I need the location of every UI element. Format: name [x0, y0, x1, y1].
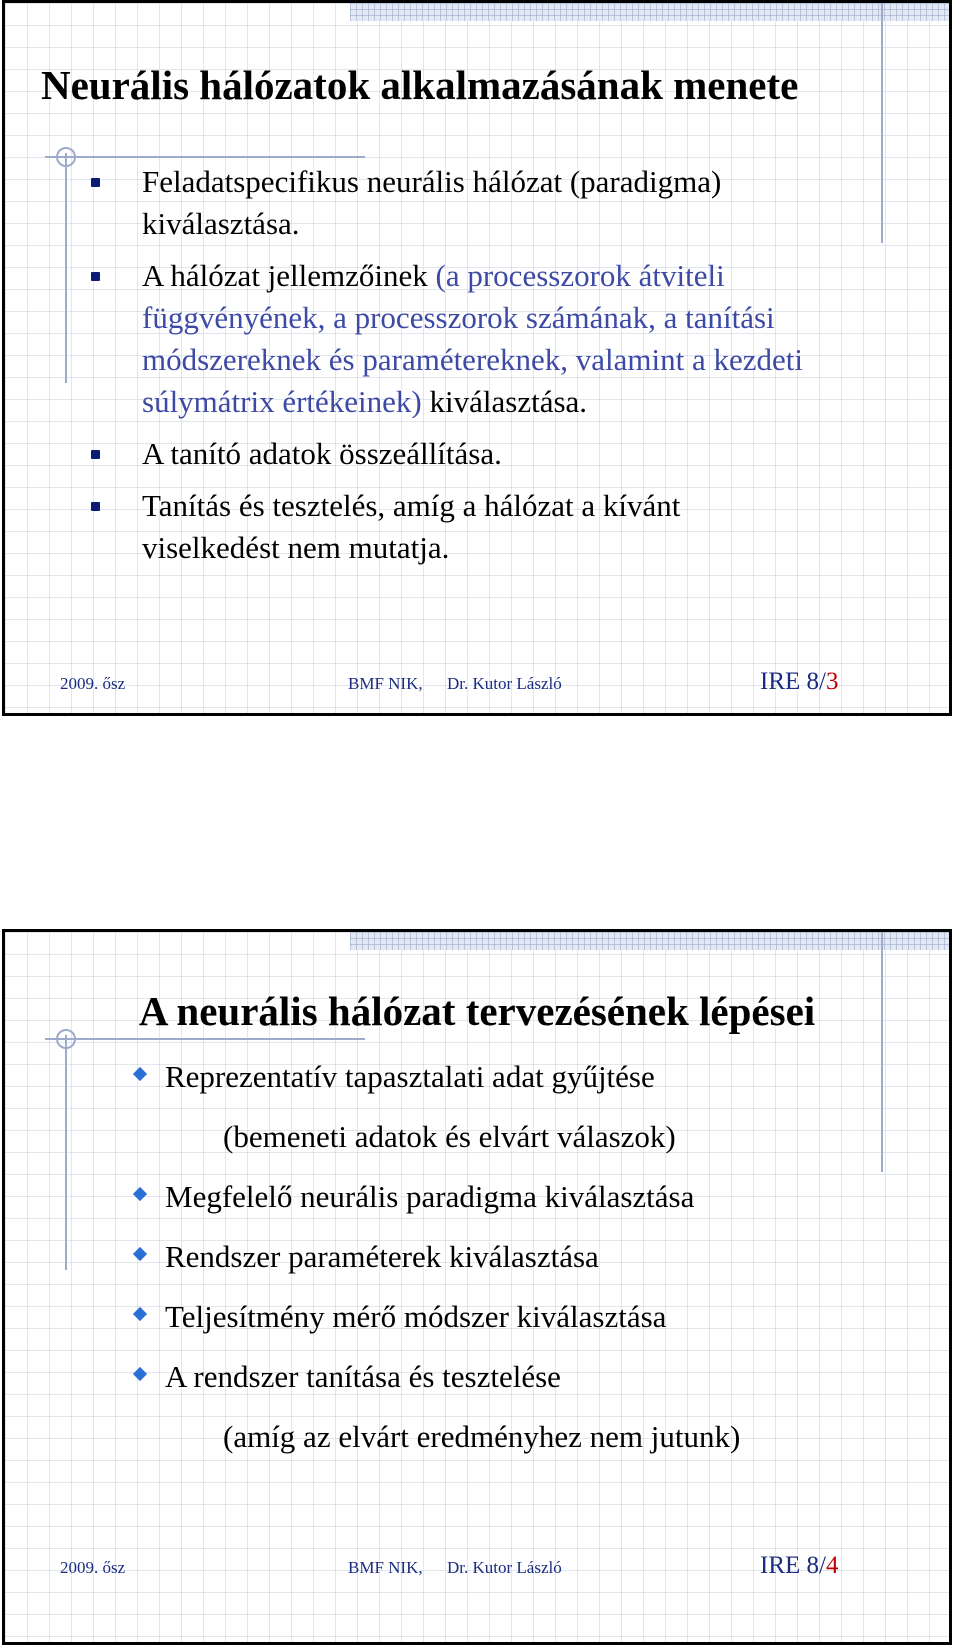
- bullet-text: Teljesítmény mérő módszer kiválasztása: [165, 1299, 667, 1334]
- footer-author: Dr. Kutor László: [447, 674, 562, 693]
- decor-vertical-line: [881, 3, 883, 243]
- diamond-bullet-icon: [133, 1247, 147, 1261]
- list-item: [85, 433, 805, 475]
- top-decor-band: [350, 3, 949, 21]
- list-item: [133, 1236, 893, 1278]
- bullet-subtext: (bemeneti adatok és elvárt válaszok): [223, 1119, 676, 1154]
- decor-vertical-line-left: [65, 1035, 67, 1270]
- page-number: 4: [825, 1552, 839, 1579]
- bullet-list: [85, 161, 805, 579]
- bullet-text: Reprezentatív tapasztalati adat gyűjtése: [165, 1059, 655, 1094]
- footer-institution: BMF NIK,: [348, 674, 423, 693]
- bullet-tail: kiválasztása.: [421, 384, 588, 419]
- footer-date: 2009. ősz: [60, 674, 126, 693]
- list-item: [133, 1296, 893, 1338]
- slide-2: [2, 929, 952, 1645]
- slide-footer: [5, 668, 949, 698]
- list-item: [85, 161, 805, 245]
- slide-footer: [5, 1552, 949, 1582]
- page-number: 3: [825, 668, 839, 695]
- bullet-text: Rendszer paraméterek kiválasztása: [165, 1239, 599, 1274]
- square-bullet-icon: [91, 502, 100, 511]
- slide-1: [2, 0, 952, 716]
- decor-horizontal-line: [45, 1038, 365, 1040]
- diamond-bullet-icon: [133, 1367, 147, 1381]
- bullet-text: Tanítás és tesztelés, amíg a hálózat a kívánt viselkedést nem mutatja.: [142, 488, 681, 565]
- top-decor-band: [350, 932, 949, 950]
- list-item: [85, 255, 805, 423]
- bullet-list: [133, 1056, 893, 1476]
- bullet-subtext: (amíg az elvárt eredményhez nem jutunk): [223, 1419, 741, 1454]
- slide-title: A neurális hálózat tervezésének lépései: [138, 988, 816, 1034]
- bullet-text: A rendszer tanítása és tesztelése: [165, 1359, 561, 1394]
- bullet-text: Megfelelő neurális paradigma kiválasztása: [165, 1179, 695, 1214]
- page-prefix: IRE 8/: [760, 668, 826, 695]
- decor-vertical-line-left: [65, 153, 67, 383]
- square-bullet-icon: [91, 272, 100, 281]
- list-item: [133, 1356, 893, 1458]
- footer-date: 2009. ősz: [60, 1558, 126, 1577]
- decor-horizontal-line: [45, 156, 365, 158]
- footer-author: Dr. Kutor László: [447, 1558, 562, 1577]
- bullet-text: A tanító adatok összeállítása.: [142, 436, 502, 471]
- diamond-bullet-icon: [133, 1187, 147, 1201]
- list-item: [85, 485, 805, 569]
- bullet-text: A hálózat jellemzőinek: [142, 258, 436, 293]
- bullet-detail: (a processzorok átviteli függvényének, a processzorok számának, a tanítási módszereknek és paramétereknek, valamint a kezdeti súlymátrix értékeinek): [142, 258, 804, 419]
- list-item: [133, 1176, 893, 1218]
- square-bullet-icon: [91, 178, 100, 187]
- footer-institution: BMF NIK,: [348, 1558, 423, 1577]
- slide-title: Neurális hálózatok alkalmazásának menete: [41, 62, 799, 108]
- list-item: [133, 1056, 893, 1158]
- footer-page-number: [760, 668, 838, 696]
- footer-page-number: [760, 1552, 838, 1580]
- bullet-text: Feladatspecifikus neurális hálózat (paradigma) kiválasztása.: [142, 164, 722, 241]
- decor-circle: [56, 147, 76, 167]
- diamond-bullet-icon: [133, 1067, 147, 1081]
- diamond-bullet-icon: [133, 1307, 147, 1321]
- square-bullet-icon: [91, 450, 100, 459]
- page-prefix: IRE 8/: [760, 1552, 826, 1579]
